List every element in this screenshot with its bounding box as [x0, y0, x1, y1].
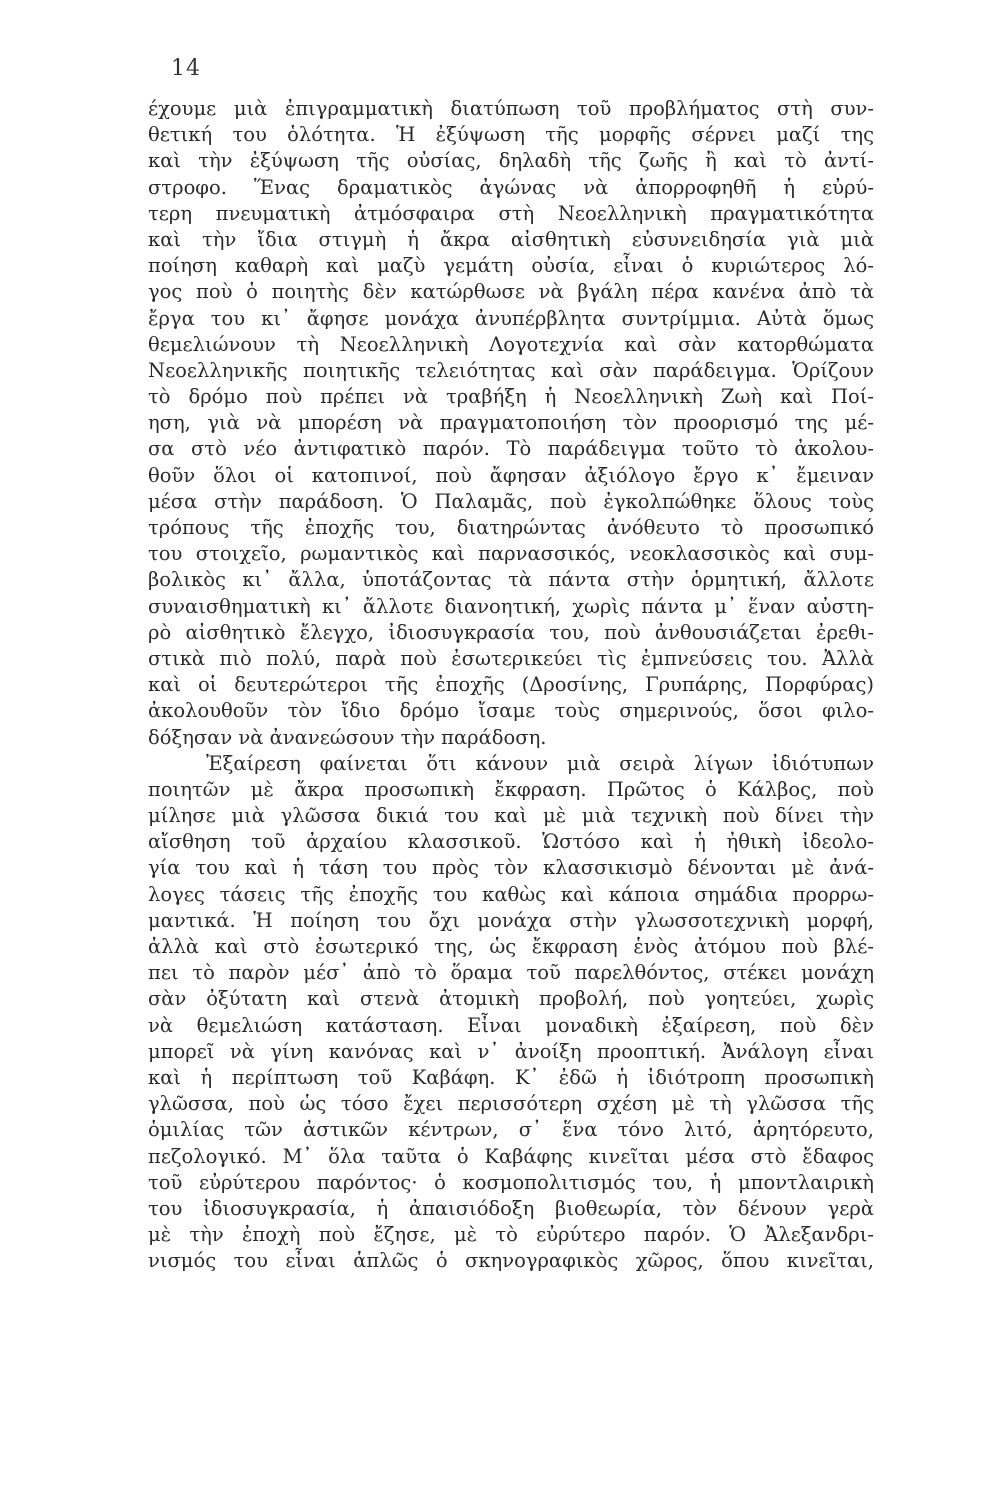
text-line: ἀλλὰ καὶ στὸ ἐσωτερικό της, ὡς ἔκφραση ἑνὸς ἀτόμου ποὺ βλέ-	[148, 935, 874, 958]
text-line: καὶ τὴν ἐξύψωση τῆς οὐσίας, δηλαδὴ τῆς ζωῆς ἢ καὶ τὸ ἀντί-	[148, 149, 874, 173]
text-line: ηση, γιὰ νὰ μπορέση νὰ πραγματοποιήση τὸν προορισμό της μέ-	[148, 411, 874, 435]
text-line: τρόπους τῆς ἐποχῆς του, διατηρώντας ἀνόθευτο τὸ προσωπικό	[148, 516, 874, 539]
text-line: σὰν ὀξύτατη καὶ στενὰ ἀτομικὴ προβολή, ποὺ γοητεύει, χωρὶς	[148, 987, 874, 1011]
text-line: ἀκολουθοῦν τὸν ἴδιο δρόμο ἴσαμε τοὺς σημερινούς, ὅσοι φιλο-	[148, 699, 874, 723]
text-line: γλῶσσα, ποὺ ὡς τόσο ἔχει περισσότερη σχέση μὲ τὴ γλῶσσα τῆς	[148, 1092, 874, 1116]
text-line: θοῦν ὅλοι οἱ κατοπινοί, ποὺ ἄφησαν ἀξιόλογο ἔργο κ᾿ ἔμειναν	[148, 463, 874, 487]
text-line: ὁμιλίας τῶν ἀστικῶν κέντρων, σ᾿ ἕνα τόνο λιτό, ἀρητόρευτο,	[148, 1118, 874, 1142]
text-line: σα στὸ νέο ἀντιφατικὸ παρόν. Τὸ παράδειγμα τοῦτο τὸ ἀκολου-	[148, 437, 874, 461]
body-text	[148, 96, 874, 1274]
text-line: μέσα στὴν παράδοση. Ὁ Παλαμᾶς, ποὺ ἐγκολπώθηκε ὅλους τοὺς	[148, 489, 874, 513]
text-line: του στοιχεῖο, ρωμαντικὸς καὶ παρνασσικός, νεοκλασσικὸς καὶ συμ-	[148, 542, 874, 566]
text-line: καὶ ἡ περίπτωση τοῦ Καβάφη. Κ᾿ ἐδῶ ἡ ἰδιότροπη προσωπικὴ	[148, 1065, 874, 1089]
text-line: καὶ οἱ δευτερώτεροι τῆς ἐποχῆς (Δροσίνης, Γρυπάρης, Πορφύρας)	[148, 673, 874, 697]
text-line: στροφο. Ἕνας δραματικὸς ἀγώνας νὰ ἀπορροφηθῆ ἡ εὐρύ-	[148, 175, 874, 199]
text-line: Νεοελληνικῆς ποιητικῆς τελειότητας καὶ σὰν παράδειγμα. Ὁρίζουν	[148, 358, 874, 382]
text-line: Ἐξαίρεση φαίνεται ὅτι κάνουν μιὰ σειρὰ λίγων ἰδιότυπων	[206, 751, 874, 775]
text-line: γία του καὶ ἡ τάση του πρὸς τὸν κλασσικισμὸ δένονται μὲ ἀνά-	[148, 856, 874, 880]
text-line: μαντικά. Ἡ ποίηση του ὄχι μονάχα στὴν γλωσσοτεχνικὴ μορφή,	[148, 908, 874, 932]
text-line: στικὰ πιὸ πολύ, παρὰ ποὺ ἐσωτερικεύει τὶς ἐμπνεύσεις του. Ἀλλὰ	[148, 646, 874, 670]
text-line: έχουμε μιὰ ἐπιγραμματικὴ διατύπωση τοῦ προβλήματος στὴ συν-	[148, 97, 874, 120]
text-line: αἴσθηση τοῦ ἀρχαίου κλασσικοῦ. Ὡστόσο καὶ ἡ ἠθικὴ ἰδεολο-	[148, 830, 874, 854]
text-line: ρὸ αἰσθητικὸ ἔλεγχο, ἰδιοσυγκρασία του, ποὺ ἀνθουσιάζεται ἐρεθι-	[148, 620, 874, 644]
text-line: του ἰδιοσυγκρασία, ἡ ἀπαισιόδοξη βιοθεωρία, τὸν δένουν γερὰ	[148, 1196, 874, 1220]
text-line: μπορεῖ νὰ γίνη κανόνας καὶ ν᾿ ἀνοίξη προοπτική. Ἀνάλογη εἶναι	[148, 1039, 874, 1063]
text-line: μὲ τὴν ἐποχὴ ποὺ ἔζησε, μὲ τὸ εὐρύτερο παρόν. Ὁ Ἀλεξανδρι-	[148, 1223, 874, 1247]
text-line: θεμελιώνουν τὴ Νεοελληνικὴ Λογοτεχνία καὶ σὰν κατορθώματα	[148, 332, 874, 356]
text-line: ποίηση καθαρὴ καὶ μαζὺ γεμάτη οὐσία, εἶναι ὁ κυριώτερος λό-	[148, 254, 874, 278]
text-line: συναισθηματικὴ κι᾿ ἄλλοτε διανοητική, χωρὶς πάντα μ᾿ ἕναν αὐστη-	[148, 594, 874, 618]
text-line: λογες τάσεις τῆς ἐποχῆς του καθὼς καὶ κάποια σημάδια προρρω-	[148, 882, 874, 906]
text-line: νισμός του εἶναι ἁπλῶς ὁ σκηνογραφικὸς χῶρος, ὅπου κινεῖται,	[148, 1249, 874, 1273]
text-line: ἔργα του κι᾿ ἄφησε μονάχα ἀνυπέρβλητα συντρίμμια. Αὐτὰ ὅμως	[148, 306, 874, 330]
text-line: πεζολογικό. Μ᾿ ὅλα ταῦτα ὁ Καβάφης κινεῖται μέσα στὸ ἔδαφος	[148, 1144, 874, 1168]
text-line: τοῦ εὐρύτερου παρόντος· ὁ κοσμοπολιτισμός του, ἡ μποντλαιρικὴ	[148, 1170, 874, 1194]
text-line: θετική του ὁλότητα. Ἡ ἐξύψωση τῆς μορφῆς σέρνει μαζί της	[148, 123, 874, 147]
text-line: μίλησε μιὰ γλῶσσα δικιά του καὶ μὲ μιὰ τεχνικὴ ποὺ δίνει τὴν	[148, 804, 874, 828]
text-line: τερη πνευματικὴ ἀτμόσφαιρα στὴ Νεοελληνικὴ πραγματικότητα	[148, 201, 874, 225]
text-line: πει τὸ παρὸν μέσ᾿ ἀπὸ τὸ ὅραμα τοῦ παρελθόντος, στέκει μονάχη	[148, 961, 874, 985]
text-line: δόξησαν νὰ ἀνανεώσουν τὴν παράδοση.	[148, 725, 547, 749]
text-line: νὰ θεμελιώση κατάσταση. Εἶναι μοναδικὴ ἐξαίρεση, ποὺ δὲν	[148, 1013, 874, 1037]
text-line: βολικὸς κι᾿ ἄλλα, ὑποτάζοντας τὰ πάντα στὴν ὁρμητική, ἄλλοτε	[148, 568, 874, 592]
text-line: καὶ τὴν ἴδια στιγμὴ ἡ ἄκρα αἰσθητικὴ εὐσυνειδησία γιὰ μιὰ	[148, 227, 874, 251]
paragraph	[148, 751, 874, 1275]
text-line: ποιητῶν μὲ ἄκρα προσωπικὴ ἔκφραση. Πρῶτος ὁ Κάλβος, ποὺ	[148, 777, 874, 801]
text-line: τὸ δρόμο ποὺ πρέπει νὰ τραβήξη ἡ Νεοελληνικὴ Ζωὴ καὶ Ποί-	[148, 385, 874, 409]
text-line: γος ποὺ ὁ ποιητὴς δὲν κατώρθωσε νὰ βγάλη πέρα κανένα ἀπὸ τὰ	[148, 280, 874, 304]
paragraph	[148, 96, 874, 751]
page-number: 14	[171, 56, 201, 81]
